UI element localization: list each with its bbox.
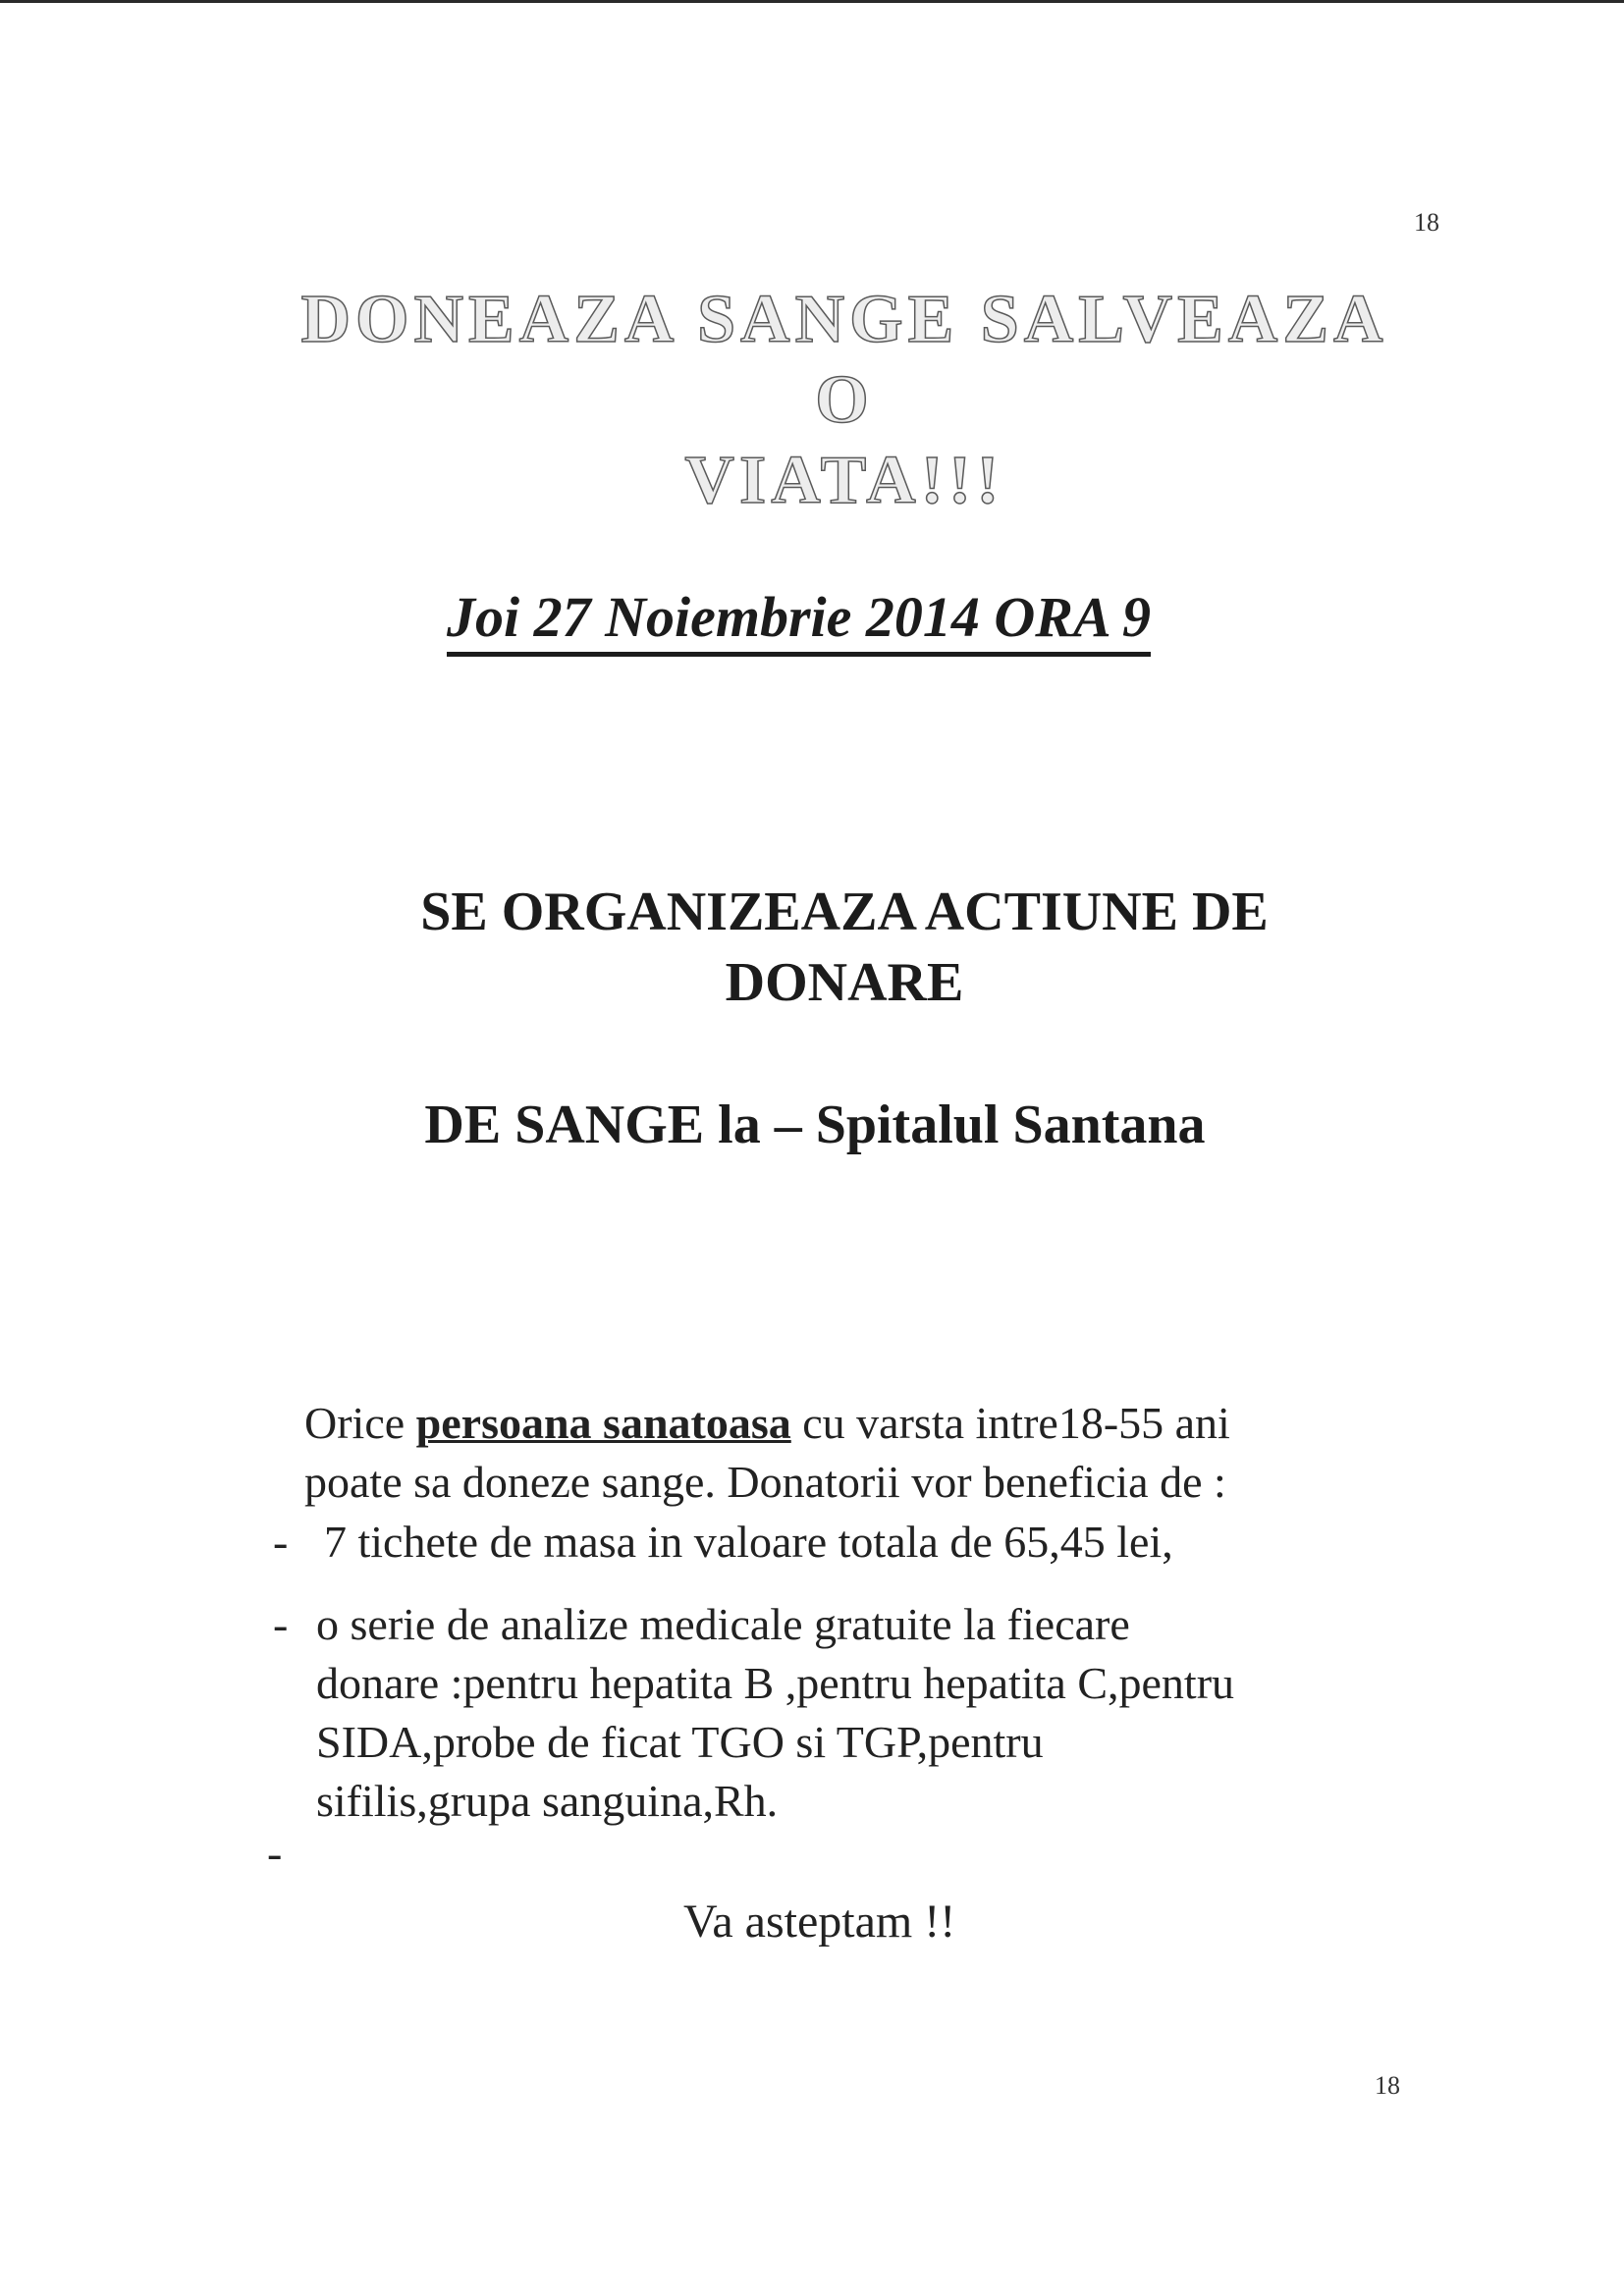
organization-title-line-1: SE ORGANIZEAZA ACTIUNE DE bbox=[420, 881, 1269, 942]
headline-line-1: DONEAZA SANGE SALVEAZA O bbox=[300, 282, 1388, 438]
closing-line: Va asteptam !! bbox=[683, 1896, 956, 1948]
scan-edge bbox=[0, 0, 1624, 3]
intro-rest: cu varsta intre18-55 ani bbox=[802, 1398, 1230, 1448]
list-dash-2: - bbox=[273, 1599, 289, 1649]
headline bbox=[275, 280, 1414, 521]
benefit-2-line-3: SIDA,probe de ficat TGO si TGP,pentru bbox=[316, 1717, 1044, 1767]
benefit-2-line-4: sifilis,grupa sanguina,Rh. bbox=[316, 1776, 779, 1826]
page-number-top: 18 bbox=[1414, 208, 1439, 237]
event-location: DE SANGE la – Spitalul Santana bbox=[424, 1095, 1206, 1155]
intro-line-1 bbox=[304, 1394, 1434, 1453]
organization-title bbox=[324, 877, 1365, 1018]
headline-line-2: VIATA!!! bbox=[684, 443, 1004, 518]
event-date: Joi 27 Noiembrie 2014 ORA 9 bbox=[447, 584, 1151, 657]
intro-emphasis: persoana sanatoasa bbox=[415, 1398, 791, 1448]
benefit-2-line-1: o serie de analize medicale gratuite la fiecare bbox=[316, 1599, 1130, 1649]
list-dash-3: - bbox=[267, 1828, 283, 1878]
intro-prefix: Orice bbox=[304, 1398, 406, 1448]
benefit-2-line-2: donare :pentru hepatita B ,pentru hepatita C,pentru bbox=[316, 1658, 1235, 1708]
benefit-1: 7 tichete de masa in valoare totala de 65,45 lei, bbox=[324, 1517, 1173, 1567]
intro-line-2: poate sa doneze sange. Donatorii vor beneficia de : bbox=[304, 1457, 1226, 1507]
list-dash-1: - bbox=[273, 1517, 289, 1567]
intro-paragraph bbox=[304, 1394, 1434, 1512]
page-number-bottom: 18 bbox=[1375, 2071, 1400, 2100]
organization-title-line-2: DONARE bbox=[725, 952, 964, 1013]
